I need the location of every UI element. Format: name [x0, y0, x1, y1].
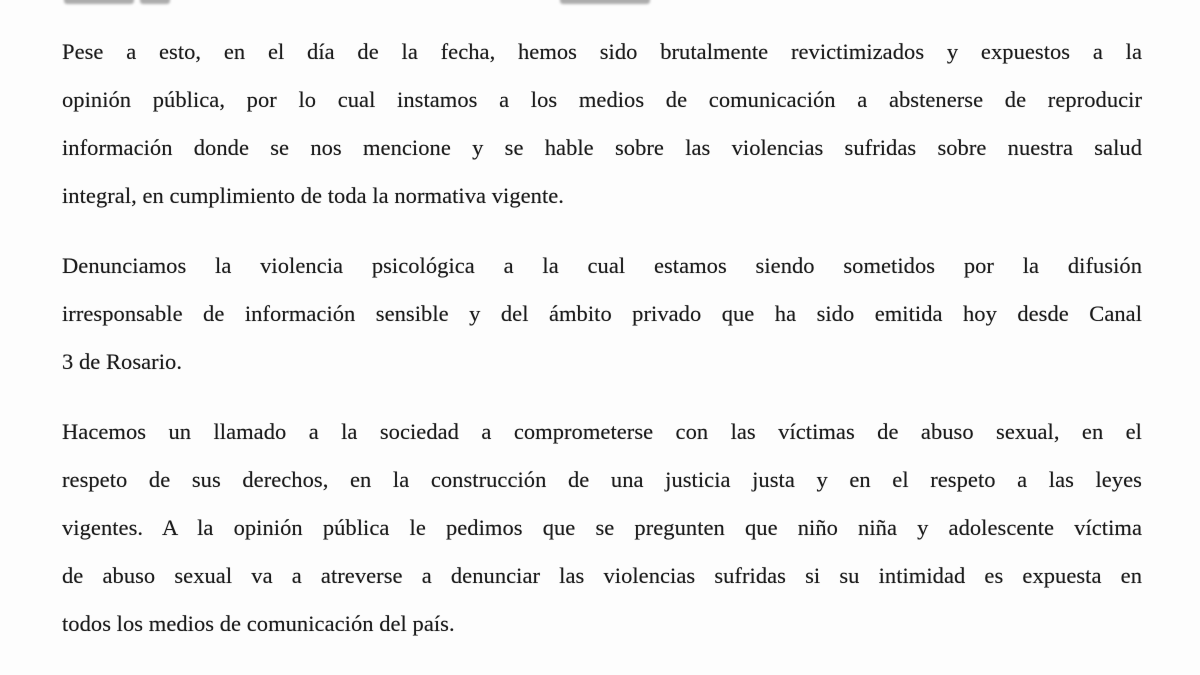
text-line: integral, en cumplimiento de toda la normativa vigente.: [62, 183, 564, 208]
text-line: 3 de Rosario.: [62, 349, 183, 374]
cropped-glyph: [140, 0, 170, 4]
text-line: información donde se nos mencione y se hable sobre las violencias sufridas sobre nuestra salud: [62, 135, 1142, 160]
text-line: Pese a esto, en el día de la fecha, hemos sido brutalmente revictimizados y expuestos a la: [62, 39, 1142, 64]
text-line: Hacemos un llamado a la sociedad a comprometerse con las víctimas de abuso sexual, en el: [62, 419, 1142, 444]
paragraph-call-to-society: [62, 408, 1142, 648]
text-line: opinión pública, por lo cual instamos a los medios de comunicación a abstenerse de reproducir: [62, 87, 1142, 112]
paragraph-denunciation: [62, 242, 1142, 386]
text-line: todos los medios de comunicación del país.: [62, 611, 455, 636]
text-line: irresponsable de información sensible y del ámbito privado que ha sido emitida hoy desde Canal: [62, 301, 1142, 326]
paragraph-revictimization: [62, 28, 1142, 220]
text-line: vigentes. A la opinión pública le pedimos que se pregunten que niño niña y adolescente víctima: [62, 515, 1142, 540]
text-line: respeto de sus derechos, en la construcción de una justicia justa y en el respeto a las leyes: [62, 467, 1142, 492]
text-line: Denunciamos la violencia psicológica a la cual estamos siendo sometidos por la difusión: [62, 253, 1142, 278]
cropped-previous-line: [0, 0, 1200, 10]
document-body: [62, 28, 1142, 670]
cropped-glyph: [560, 0, 650, 4]
text-line: de abuso sexual va a atreverse a denunciar las violencias sufridas si su intimidad es expuesta en: [62, 563, 1142, 588]
cropped-glyph: [64, 0, 134, 4]
